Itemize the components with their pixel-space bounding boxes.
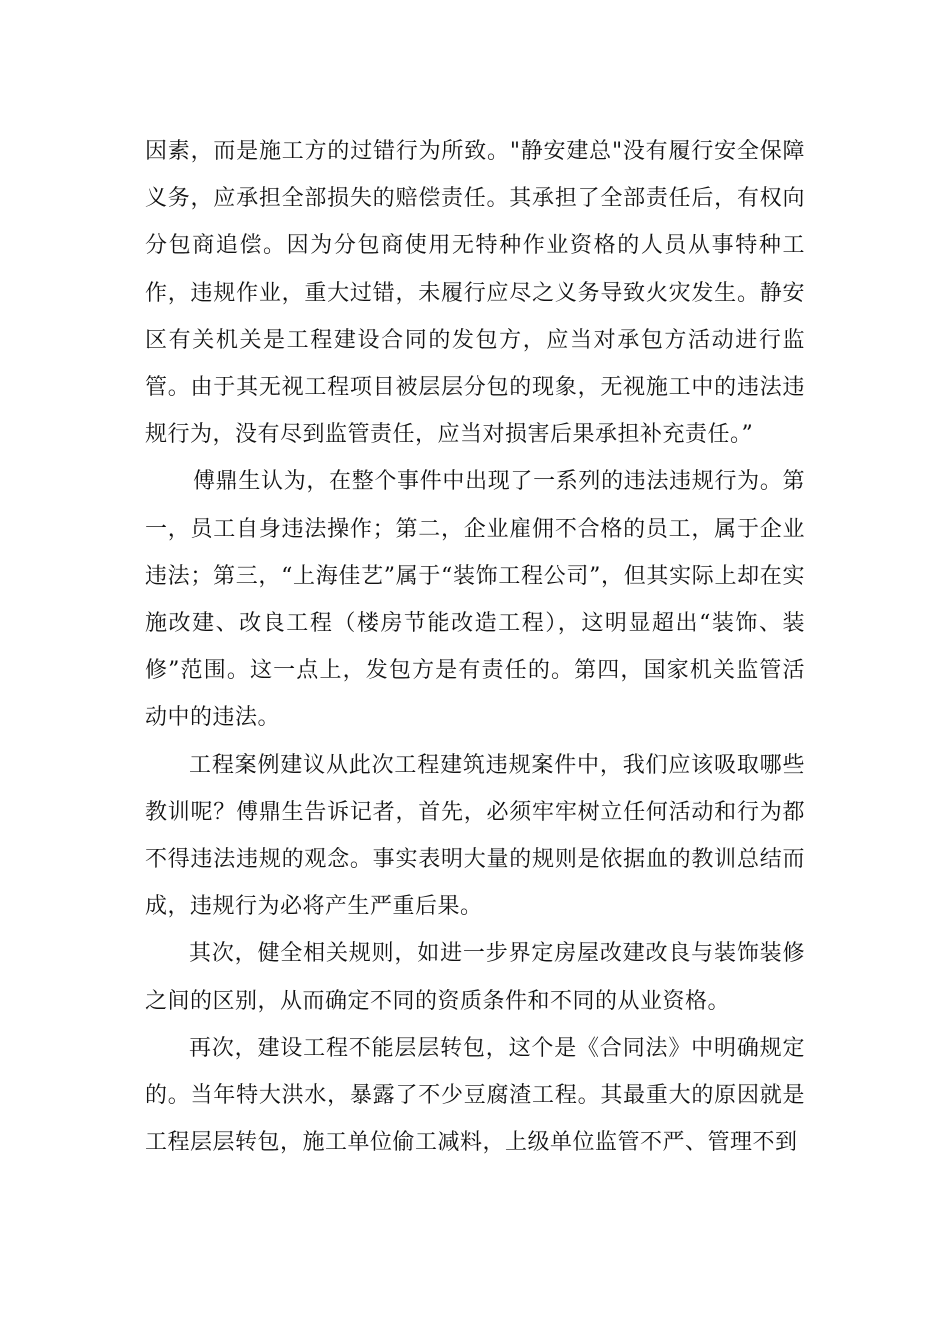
document-body: [145, 128, 805, 1166]
paragraph-3: 工程案例建议从此次工程建筑违规案件中，我们应该吸取哪些教训呢？傅鼎生告诉记者，首先，必须牢牢树立任何活动和行为都不得违法违规的观念。事实表明大量的规则是依据血的教训总结而成，违规行为必将产生严重后果。: [145, 752, 805, 920]
paragraph-2: 傅鼎生认为，在整个事件中出现了一系列的违法违规行为。第一，员工自身违法操作；第二，企业雇佣不合格的员工，属于企业违法；第三，“上海佳艺”属于“装饰工程公司”，但其实际上却在实施改建、改良工程（楼房节能改造工程），这明显超出“装饰、装修”范围。这一点上，发包方是有责任的。第四，国家机关监管活动中的违法。: [145, 469, 805, 731]
paragraph-5: 再次，建设工程不能层层转包，这个是《合同法》中明确规定的。当年特大洪水，暴露了不少豆腐渣工程。其最重大的原因就是工程层层转包，施工单位偷工减料，上级单位监管不严、管理不到: [145, 1035, 805, 1156]
paragraph-1: 因素，而是施工方的过错行为所致。"静安建总"没有履行安全保障义务，应承担全部损失的赔偿责任。其承担了全部责任后，有权向分包商追偿。因为分包商使用无特种作业资格的人员从事特种工作，违规作业，重大过错，未履行应尽之义务导致火灾发生。静安区有关机关是工程建设合同的发包方，应当对承包方活动进行监管。由于其无视工程项目被层层分包的现象，无视施工中的违法违规行为，没有尽到监管责任，应当对损害后果承担补充责任。”: [145, 139, 805, 448]
paragraph-4: 其次，健全相关规则，如进一步界定房屋改建改良与装饰装修之间的区别，从而确定不同的资质条件和不同的从业资格。: [145, 941, 805, 1014]
